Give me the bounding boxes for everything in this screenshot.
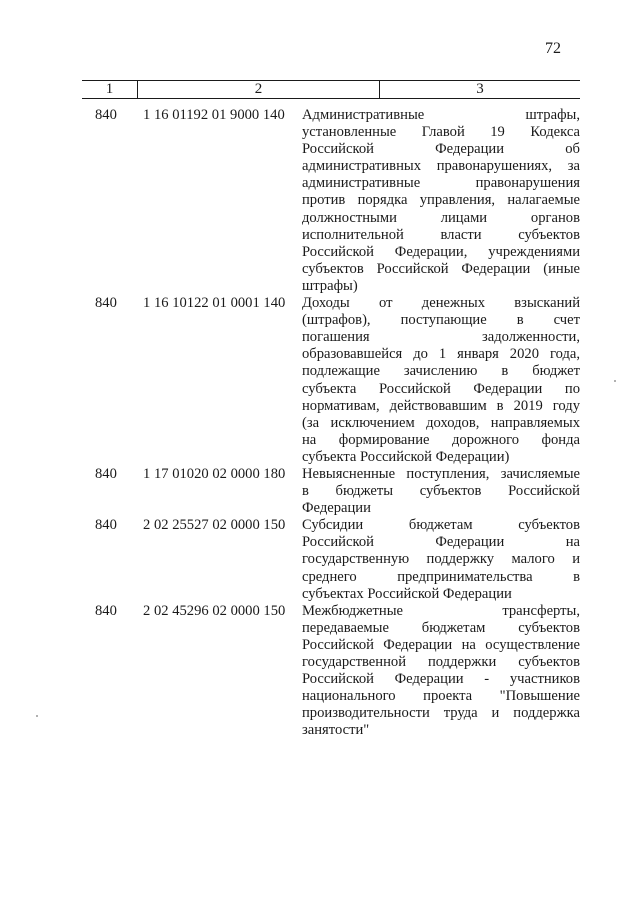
description-line: государственной поддержки субъектов xyxy=(302,654,580,670)
description-line: исполнительной власти субъектов xyxy=(302,226,580,243)
column-header-2: 2 xyxy=(254,81,263,97)
description-line: субъекта Российской Федерации) xyxy=(302,448,510,465)
column-header-1: 1 xyxy=(105,81,114,97)
description-line: административные правонарушения xyxy=(302,175,580,192)
budget-code-cell: 1 16 01192 01 9000 140 xyxy=(143,107,285,123)
description-cell xyxy=(302,466,580,517)
admin-code-cell: 840 xyxy=(95,107,117,123)
description-cell xyxy=(302,295,580,466)
table-row xyxy=(82,466,580,517)
description-line: субъекта Российской Федерации по xyxy=(302,380,580,397)
description-cell xyxy=(302,603,580,740)
description-line: Доходы от денежных взысканий xyxy=(302,295,580,312)
description-line: (штрафов), поступающие в счет xyxy=(302,312,580,329)
table-body xyxy=(82,107,580,739)
table-row xyxy=(82,107,580,295)
description-line: образовавшейся до 1 января 2020 года, xyxy=(302,346,580,363)
description-line: государственную поддержку малого и xyxy=(302,551,580,568)
table-row xyxy=(82,295,580,466)
description-line: в бюджеты субъектов Российской xyxy=(302,483,580,500)
budget-code-cell: 2 02 45296 02 0000 150 xyxy=(143,602,286,619)
description-line: Российской Федерации на xyxy=(302,534,580,551)
budget-code-cell: 1 16 10122 01 0001 140 xyxy=(143,295,286,312)
description-cell xyxy=(302,517,580,602)
description-line: против порядка управления, налагаемые xyxy=(302,192,580,209)
description-line: штрафы) xyxy=(302,277,358,294)
budget-code-cell: 1 17 01020 02 0000 180 xyxy=(143,465,286,482)
description-line: административных правонарушениях, за xyxy=(302,158,580,175)
description-line: среднего предпринимательства в xyxy=(302,568,580,585)
description-line: (за исключением доходов, направляемых xyxy=(302,414,580,431)
description-line: Субсидии бюджетам субъектов xyxy=(302,517,580,534)
description-line: субъектов Российской Федерации (иные xyxy=(302,260,580,277)
admin-code-cell: 840 xyxy=(95,602,117,619)
description-line: установленные Главой 19 Кодекса xyxy=(302,124,580,141)
description-line: Невыясненные поступления, зачисляемые xyxy=(302,465,580,482)
description-line: занятости" xyxy=(302,722,370,739)
description-line: должностными лицами органов xyxy=(302,209,580,226)
scan-speck xyxy=(614,380,616,382)
table-row xyxy=(82,517,580,602)
column-header-3: 3 xyxy=(476,81,484,97)
description-cell xyxy=(302,107,580,295)
description-line: производительности труда и поддержка xyxy=(302,705,580,722)
description-line: субъектах Российской Федерации xyxy=(302,585,512,602)
description-line: нормативам, действовавшим в 2019 году xyxy=(302,397,580,414)
description-line: Административные штрафы, xyxy=(302,107,580,123)
description-line: на формирование дорожного фонда xyxy=(302,431,580,448)
description-line: Федерации xyxy=(302,500,371,517)
table-header xyxy=(82,80,580,99)
description-line: передаваемые бюджетам субъектов xyxy=(302,619,580,636)
revenue-codes-table xyxy=(82,80,580,739)
description-line: Российской Федерации, учреждениями xyxy=(302,243,580,260)
description-line: Российской Федерации об xyxy=(302,141,580,158)
description-line: Межбюджетные трансферты, xyxy=(302,602,580,619)
admin-code-cell: 840 xyxy=(95,517,117,534)
description-line: погашения задолженности, xyxy=(302,329,580,346)
scan-speck xyxy=(36,715,38,717)
description-line: национального проекта "Повышение xyxy=(302,688,580,705)
page-number: 72 xyxy=(545,40,561,57)
admin-code-cell: 840 xyxy=(95,295,117,312)
admin-code-cell: 840 xyxy=(95,465,117,482)
budget-code-cell: 2 02 25527 02 0000 150 xyxy=(143,517,286,534)
description-line: Российской Федерации - участников xyxy=(302,671,580,688)
description-line: Российской Федерации на осуществление xyxy=(302,636,580,653)
table-row xyxy=(82,603,580,740)
description-line: подлежащие зачислению в бюджет xyxy=(302,363,580,380)
